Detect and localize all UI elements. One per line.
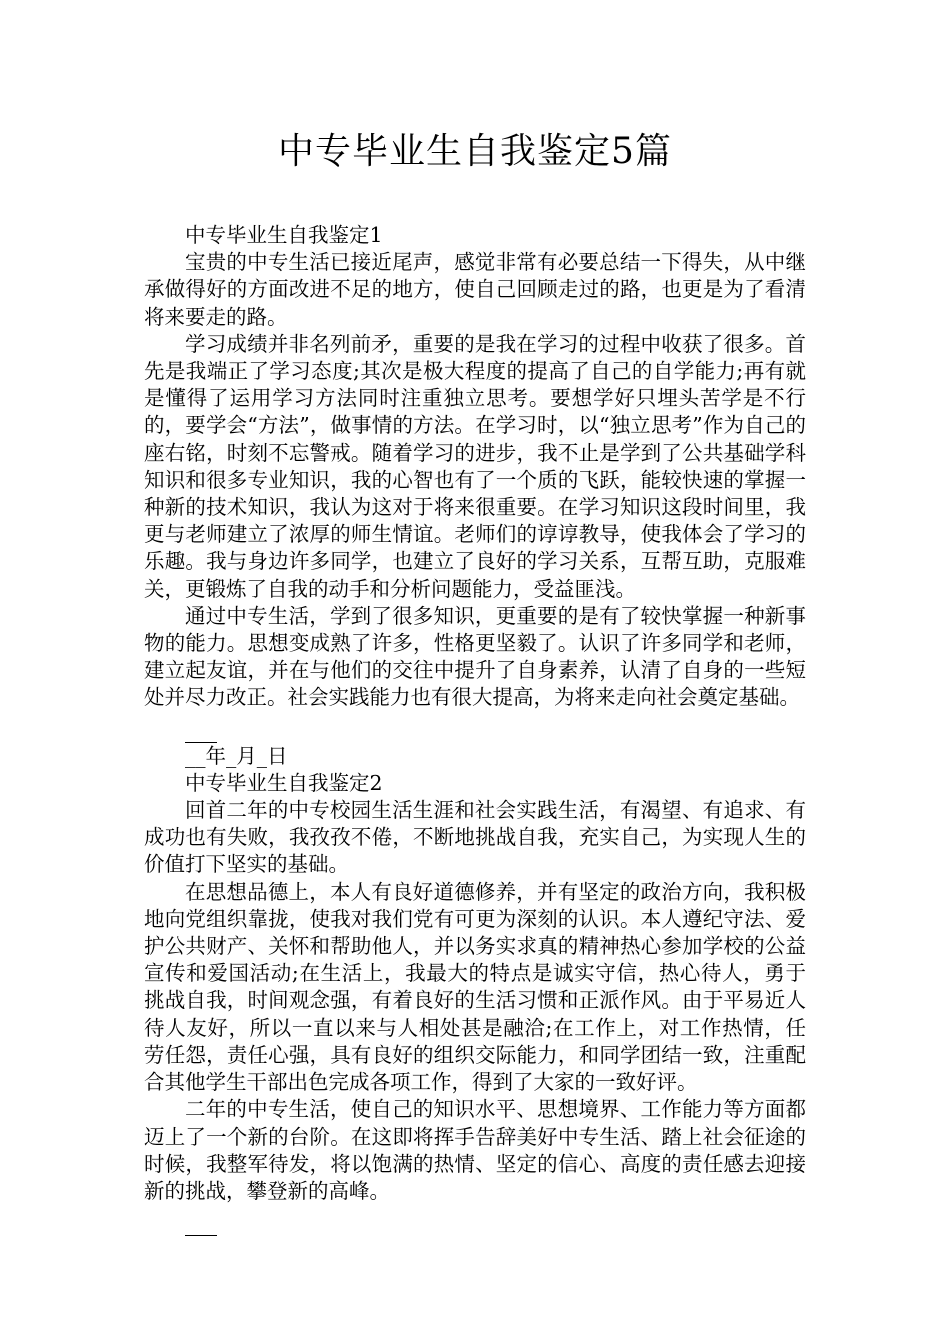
document-body <box>144 222 806 1236</box>
paragraph: 学习成绩并非名列前矛，重要的是我在学习的过程中收获了很多。首先是我端正了学习态度;其次是极大程度的提高了自己的自学能力;再有就是懂得了运用学习方法同时注重独立思考。要想学好只埋头苦学是不行的，要学会“方法”，做事情的方法。在学习时，以“独立思考”作为自己的座右铭，时刻不忘警戒。随着学习的进步，我不止是学到了公共基础学科知识和很多专业知识，我的心智也有了一个质的飞跃，能较快速的掌握一种新的技术知识，我认为这对于将来很重要。在学习知识这段时间里，我更与老师建立了浓厚的师生情谊。老师们的谆谆教导，使我体会了学习的乐趣。我与身边许多同学，也建立了良好的学习关系，互帮互助，克服难关，更锻炼了自我的动手和分析问题能力，受益匪浅。 <box>144 331 806 601</box>
paragraph: 在思想品德上，本人有良好道德修养，并有坚定的政治方向，我积极地向党组织靠拢，使我对我们党有可更为深刻的认识。本人遵纪守法、爱护公共财产、关怀和帮助他人，并以务实求真的精神热心参加学校的公益宣传和爱国活动;在生活上，我最大的特点是诚实守信，热心待人，勇于挑战自我，时间观念强，有着良好的生活习惯和正派作风。由于平易近人待人友好，所以一直以来与人相处甚是融洽;在工作上，对工作热情，任劳任怨，责任心强，具有良好的组织交际能力，和同学团结一致，注重配合其他学生干部出色完成各项工作，得到了大家的一致好评。 <box>144 879 806 1095</box>
paragraph: 回首二年的中专校园生活生涯和社会实践生活，有渴望、有追求、有成功也有失败，我孜孜不倦，不断地挑战自我，充实自己，为实现人生的价值打下坚实的基础。 <box>144 798 806 877</box>
spacer <box>144 1205 806 1221</box>
signature-blank <box>185 1221 217 1236</box>
section-heading: 中专毕业生自我鉴定1 <box>185 223 383 247</box>
paragraph: 宝贵的中专生活已接近尾声，感觉非常有必要总结一下得失，从中继承做得好的方面改进不足的地方，使自己回顾走过的路，也更是为了看清将来要走的路。 <box>144 250 806 329</box>
paragraph: 通过中专生活，学到了很多知识，更重要的是有了较快掌握一种新事物的能力。思想变成熟了许多，性格更坚毅了。认识了许多同学和老师，建立起友谊，并在与他们的交往中提升了自身素养，认清了自身的一些短处并尽力改正。社会实践能力也有很大提高，为将来走向社会奠定基础。 <box>144 603 806 710</box>
document-title: 中专毕业生自我鉴定5篇 <box>278 131 672 172</box>
date-line: __年_月_日 <box>185 743 288 768</box>
section-heading: 中专毕业生自我鉴定2 <box>185 770 383 795</box>
signature-blank <box>185 728 217 743</box>
spacer <box>144 712 806 728</box>
paragraph: 二年的中专生活，使自己的知识水平、思想境界、工作能力等方面都迈上了一个新的台阶。在这即将挥手告辞美好中专生活、踏上社会征途的时候，我整军待发，将以饱满的热情、坚定的信心、高度的责任感去迎接新的挑战，攀登新的高峰。 <box>144 1097 806 1203</box>
